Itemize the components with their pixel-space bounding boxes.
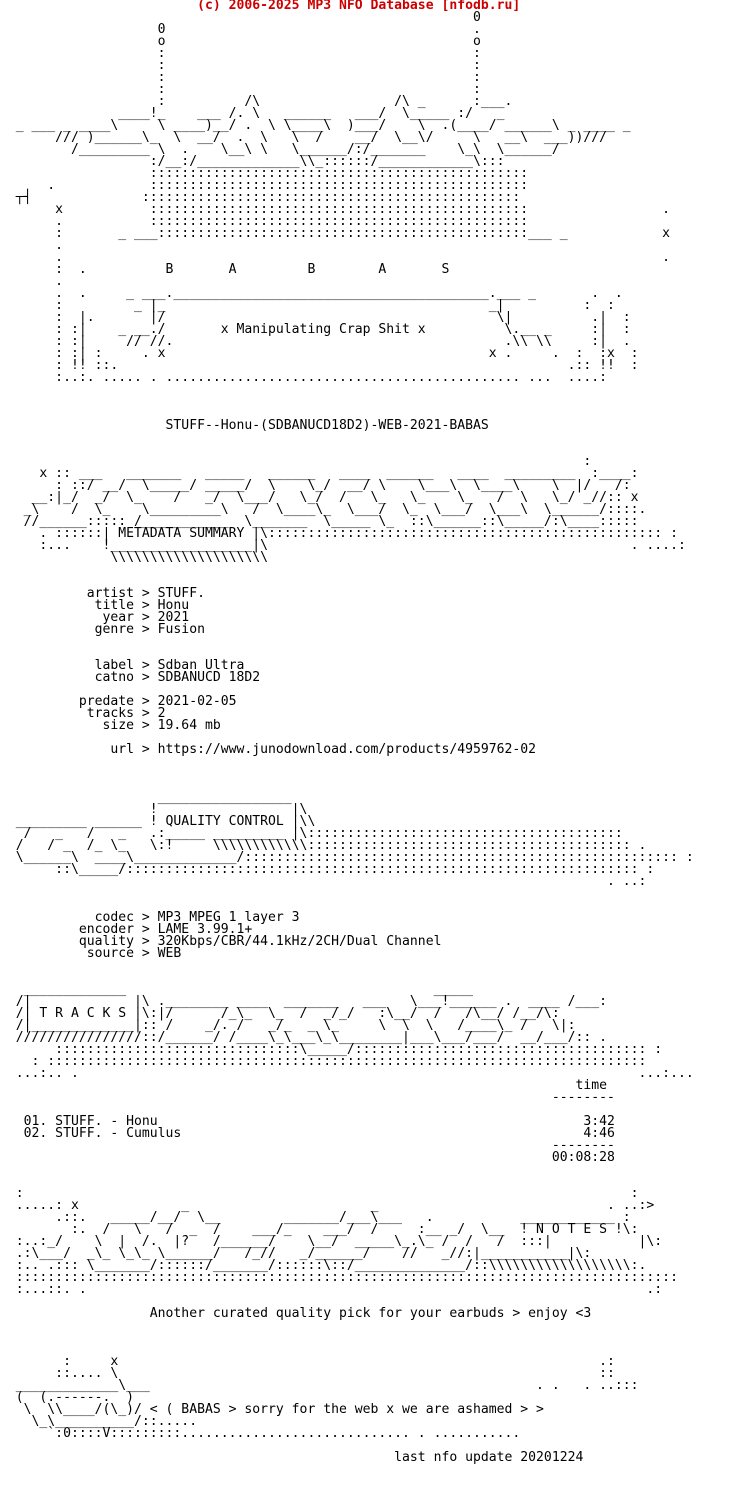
nfo-line: :... !__________________|\ . ....:	[0, 538, 686, 553]
nfo-line: . ::::::::::::::::::::::::::::::::::::::::::::::::	[0, 214, 529, 229]
nfo-line: catno > SDBANUCD 18D2	[0, 670, 261, 685]
site-header: (c) 2006-2025 MP3 NFO Database [nfodb.ru]	[0, 0, 521, 13]
nfo-line	[0, 756, 736, 768]
nfo-line: /|_____________|:: / _/. / _/_ _ \_ \ \ \ /____\_ / \|:	[0, 1018, 576, 1033]
nfo-line: .::. _____/__/ \__ _______/___\___ . ____________ :	[0, 1210, 631, 1225]
nfo-line: ...:.. . ...:...	[0, 1066, 694, 1081]
nfo-line: _________________	[0, 790, 292, 805]
nfo-line: ( (.------. )	[0, 1390, 135, 1405]
nfo-line: : :| // //. .\\ \\ :| .	[0, 334, 631, 349]
nfo-line: ┬┤ ::::::::::::::::::::::::::::::::::::::::::::::::	[0, 190, 521, 205]
nfo-line: :...::. . .:	[0, 1282, 663, 1297]
nfo-line: . ::::::| METADATA SUMMARY |\:::::::::::::::::::::::::::::::::::::::::::::::::: :	[0, 526, 678, 541]
nfo-line: ! |\	[0, 802, 308, 817]
nfo-line: : x .:	[0, 1354, 615, 1369]
nfo-line	[0, 768, 736, 780]
nfo-line: encoder > LAME 3.99.1+	[0, 922, 253, 937]
nfo-line: ::::::::::::::::::::::::::::::::::::::::::::::::	[0, 166, 529, 181]
nfo-line: --------	[0, 1138, 615, 1153]
nfo-line: : _ |_ _| : :	[0, 298, 615, 313]
nfo-line: . ::::::::::::::::::::::::::::::::::::::::::::::::	[0, 178, 529, 193]
nfo-line: : :	[0, 46, 481, 61]
nfo-line: . .	[0, 250, 671, 265]
nfo-line: --------	[0, 1090, 615, 1105]
nfo-line: _____________ _____	[0, 982, 473, 997]
nfo-line: 0	[0, 10, 481, 25]
nfo-line	[0, 960, 736, 972]
nfo-line: : :| : . x x . . : :x :	[0, 346, 639, 361]
nfo-line: \ \\____/(\_)/ < ( BABAS > sorry for the web x we are ashamed > >	[0, 1402, 544, 1417]
nfo-line	[0, 1320, 736, 1332]
nfo-line: 00:08:28	[0, 1150, 615, 1165]
nfo-line: STUFF--Honu-(SDBANUCD18D2)-WEB-2021-BABAS	[0, 418, 489, 433]
nfo-line: size > 19.64 mb	[0, 718, 221, 733]
nfo-line: :/__:/_____________\\_::::::/____________\:::	[0, 154, 505, 169]
nfo-line: / / _ /_ \_ \:! \\\\\\\\\\\\::::::::::::::::::::::::::::::::::::::::: .	[0, 838, 647, 853]
nfo-line: : :| _ __./ x Manipulating Crap Shit x \.__ _ :| :	[0, 322, 631, 337]
nfo-line: .:\___/ _\_ \_\_ \______/ /_// _/______/ // _//:|___________|\:	[0, 1246, 592, 1261]
nfo-line: : ::::::::::::::::::::::::::::::::::::::::::::::::::::::::::::::::::::::::::::	[0, 1054, 647, 1069]
nfo-line: : _ ___:::::::::::::::::::::::::::::::::::::::::::::::___ _ x	[0, 226, 671, 241]
nfo-line: : :	[0, 58, 481, 73]
nfo-line: :..:. ..... . ............................................. ... ....:	[0, 370, 607, 385]
nfo-line: _\ / \_ \_________\ / \____\_ \___/ \_ \___/ \___\ \______/::::.	[0, 502, 647, 517]
nfo-line: `:0::::V:::::::::............................. . ...........	[0, 1426, 521, 1441]
nfo-line: \\\\\\\\\\\\\\\\\\\\	[0, 550, 269, 565]
nfo-line	[0, 888, 736, 900]
nfo-line: last nfo update 20201224	[0, 1450, 584, 1465]
nfo-line: : :	[0, 82, 481, 97]
nfo-line: __:|_/ _/ \_ / _/ \___/ \_/ / \_ \_ \_ / \ \_/ _//:: x	[0, 490, 639, 505]
nfo-line: ::\_____/::::::::::::::::::::::::::::::::::::::::::::::::::::::::::::::::: :	[0, 862, 655, 877]
nfo-line: 02. STUFF. - Cumulus 4:46	[0, 1126, 615, 1141]
nfo-line: //______::::: /___________ \_______ \_____ \_ ::\______::\_____/:\____:::::	[0, 514, 639, 529]
nfo-line: source > WEB	[0, 946, 182, 961]
nfo-line: :.. .::: \_______/::::::/_______/::::::\::/______________/::\\\\\\\\\\\\\\\\\\:.	[0, 1258, 647, 1273]
nfo-line: / _ / _ .:_____ _________ |\::::::::::::::::::::::::::::::::::::::::	[0, 826, 623, 841]
nfo-line: time	[0, 1078, 607, 1093]
nfo-line	[0, 636, 736, 648]
nfo-line: codec > MP3 MPEG 1 layer 3	[0, 910, 300, 925]
nfo-line: label > Sdban Ultra	[0, 658, 245, 673]
nfo-line: :..:_/ \ | /. |? /______/ \__/ _____\_.\_ / / / :::| |\:	[0, 1234, 663, 1249]
nfo-body	[0, 12, 736, 1464]
nfo-line: o o	[0, 34, 481, 49]
nfo-line: : ::/ __/ \_____/ _____/ \ \_/ __/ \ \___\ \____\ \ |/ /:	[0, 478, 631, 493]
nfo-line: .....: x _ _ . ..:>	[0, 1198, 655, 1213]
nfo-line	[0, 564, 736, 576]
nfo-line: . . _ ___.________________________________________.___ _ . .	[0, 286, 623, 301]
nfo-line: predate > 2021-02-05	[0, 694, 237, 709]
nfo-line: :::::::::::::::::::::::::::::::\_____/::::::::::::::::::::::::::::::::::::: :	[0, 1042, 663, 1057]
nfo-line: x :::::::::::::::::::::::::::::::::::::::::::::::: .	[0, 202, 671, 217]
nfo-line	[0, 1164, 736, 1176]
nfo-line: /| T R A C K S |\:|/ /_\_ \_ / _/_/ :\__/ / /\__/ /__/\:	[0, 1006, 560, 1021]
nfo-line: /_________ \ . \__\ \ \______/:/_______ \_\ \______/	[0, 142, 607, 157]
nfo-line	[0, 396, 736, 408]
nfo-line: /// )______\_ \ __/ . \ \ / __/ \__\/ \ __\ ___))///	[0, 130, 615, 145]
nfo-line: ____!_ ___ /. \ ______ ___/ \_____ :/ _	[0, 106, 505, 121]
nfo-line: ::.... \ ::	[0, 1366, 615, 1381]
nfo-line: title > Honu	[0, 598, 190, 613]
nfo-line: \______\ ____\_____________/::::::::::::::::::::::::::::::::::::::::::::::::::::::: :	[0, 850, 694, 865]
nfo-line: .	[0, 274, 64, 289]
nfo-line: genre > Fusion	[0, 622, 205, 637]
nfo-line: : . B A B A S	[0, 262, 450, 277]
nfo-line	[0, 384, 736, 396]
nfo-line: quality > 320Kbps/CBR/44.1kHz/2CH/Dual Channel	[0, 934, 442, 949]
nfo-line: : /\ /\ _ :___.	[0, 94, 513, 109]
nfo-line	[0, 1332, 736, 1344]
nfo-line: year > 2021	[0, 610, 190, 625]
nfo-line: _ ___ _ ____\ \ ____)__/ . \ \____\ )___/ \ .(____/ ______\ _ ____ _	[0, 118, 631, 133]
nfo-line: url > https://www.junodownload.com/products/4959762-02	[0, 742, 537, 757]
nfo-line: tracks > 2	[0, 706, 166, 721]
nfo-line: Another curated quality pick for your earbuds > enjoy <3	[0, 1306, 592, 1321]
nfo-line: _____________\___ . . . ..:::	[0, 1378, 639, 1393]
nfo-line: 0 .	[0, 22, 481, 37]
nfo-line: artist > STUFF.	[0, 586, 205, 601]
nfo-line: . ..:	[0, 874, 647, 889]
nfo-line: 01. STUFF. - Honu 3:42	[0, 1114, 615, 1129]
nfo-line: ::::::::::::::::::::::::::::::::::::::::::::::::::::::::::::::::::::::::::::::::::::	[0, 1270, 678, 1285]
nfo-line: :	[0, 454, 592, 469]
nfo-line: : :	[0, 1186, 639, 1201]
nfo-line: : :	[0, 70, 481, 85]
nfo-line: /| |\ .________ ____ _______ ___ \___!______ . ____ /___:	[0, 994, 607, 1009]
nfo-line: x :: ___ _______ _____ ______ ____ ______ ____ _________ :____:	[0, 466, 639, 481]
nfo-line: \_\__________/::.....	[0, 1414, 198, 1429]
nfo-line: : |. |/ \| .| :	[0, 310, 631, 325]
nfo-line: _________ ______ ! QUALITY CONTROL |\\	[0, 814, 316, 829]
nfo-line: :. / \ / _ / ___/_ ___/ / :__ _/ \__ ! N O T E S !\:	[0, 1222, 639, 1237]
nfo-line	[0, 432, 736, 444]
nfo-line: ////////////////::/______/ /____\_\___\_\________|___\___/___/ __/___/:: .	[0, 1030, 607, 1045]
nfo-line: : !! ::. .:: !! :	[0, 358, 639, 373]
nfo-line: .	[0, 238, 64, 253]
